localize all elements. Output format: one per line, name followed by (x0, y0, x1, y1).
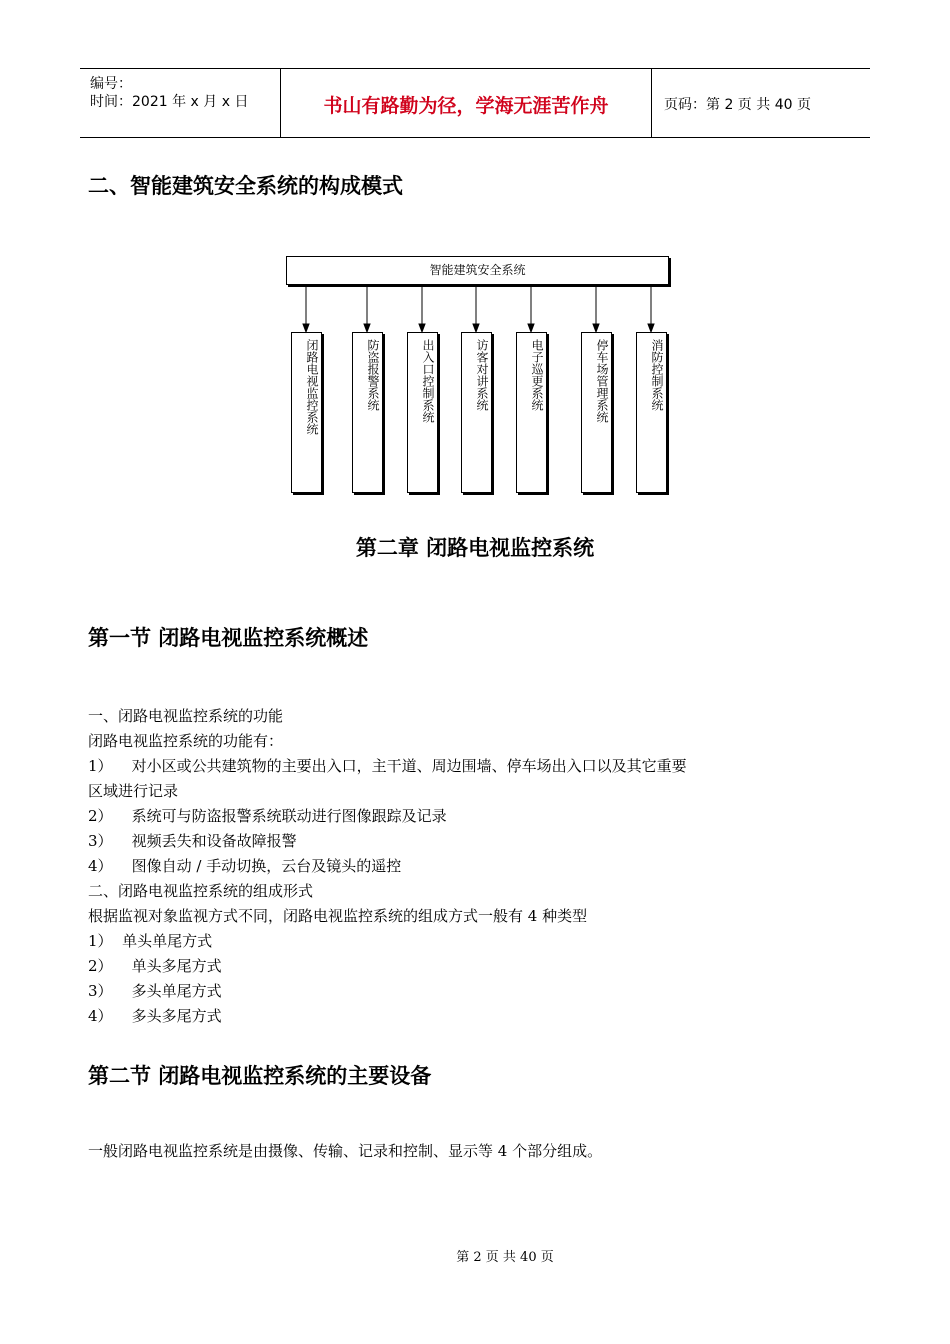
equipment-paragraph: 一般闭路电视监控系统是由摄像、传输、记录和控制、显示等 4 个部分组成。 (88, 1142, 603, 1160)
diagram-child-box (581, 332, 612, 493)
section-heading-overview: 第一节 闭路电视监控系统概述 (88, 626, 369, 650)
section-heading-composition: 二、智能建筑安全系统的构成模式 (88, 174, 403, 198)
section-heading-equipment: 第二节 闭路电视监控系统的主要设备 (88, 1064, 432, 1088)
chapter-title: 第二章 闭路电视监控系统 (355, 536, 595, 560)
document-date: 时间：2021 年 x 月 x 日 (90, 94, 249, 110)
body-line: 1） 单头单尾方式 (88, 932, 213, 950)
diagram-child-label: 消防控制系统 (650, 339, 664, 411)
diagram-child-box (461, 332, 492, 493)
diagram-child-box (636, 332, 667, 493)
diagram-arrowhead (419, 324, 425, 332)
diagram-arrowhead (473, 324, 479, 332)
body-line: 2） 系统可与防盗报警系统联动进行图像跟踪及记录 (88, 807, 447, 825)
diagram-arrowhead (593, 324, 599, 332)
diagram-root-box: 智能建筑安全系统 (286, 256, 669, 285)
page-number: 页码：第 2 页 共 40 页 (664, 97, 811, 113)
diagram-child-label: 出入口控制系统 (421, 339, 435, 423)
diagram-child-box (291, 332, 322, 493)
body-line: 3） 视频丢失和设备故障报警 (88, 832, 297, 850)
diagram-arrowhead (648, 324, 654, 332)
diagram-child-label: 闭路电视监控系统 (305, 339, 319, 435)
body-line: 闭路电视监控系统的功能有： (88, 732, 284, 750)
diagram-child-label: 防盗报警系统 (366, 339, 380, 411)
diagram-child-label: 访客对讲系统 (475, 339, 489, 411)
body-line: 2） 单头多尾方式 (88, 957, 222, 975)
page-footer: 第 2 页 共 40 页 (456, 1250, 554, 1265)
diagram-child-box (407, 332, 438, 493)
diagram-child-box (352, 332, 383, 493)
body-line: 一、闭路电视监控系统的功能 (88, 707, 284, 725)
body-line: 3） 多头单尾方式 (88, 982, 222, 1000)
motto: 书山有路勤为径，学海无涯苦作舟 (323, 95, 609, 117)
body-line: 4） 图像自动 / 手动切换，云台及镜头的遥控 (88, 857, 402, 875)
diagram-child-label: 电子巡更系统 (530, 339, 544, 411)
diagram-child-box (516, 332, 547, 493)
diagram-arrowhead (303, 324, 309, 332)
body-line: 根据监视对象监视方式不同，闭路电视监控系统的组成方式一般有 4 种类型 (88, 907, 588, 925)
diagram-arrowhead (528, 324, 534, 332)
body-line: 区域进行记录 (88, 782, 179, 800)
body-line: 4） 多头多尾方式 (88, 1007, 222, 1025)
document-number: 编号： (90, 76, 132, 92)
diagram-child-label: 停车场管理系统 (595, 339, 609, 423)
body-line: 1） 对小区或公共建筑物的主要出入口，主干道、周边围墙、停车场出入口以及其它重要 (88, 757, 687, 775)
diagram-arrowhead (364, 324, 370, 332)
body-line: 二、闭路电视监控系统的组成形式 (88, 882, 314, 900)
